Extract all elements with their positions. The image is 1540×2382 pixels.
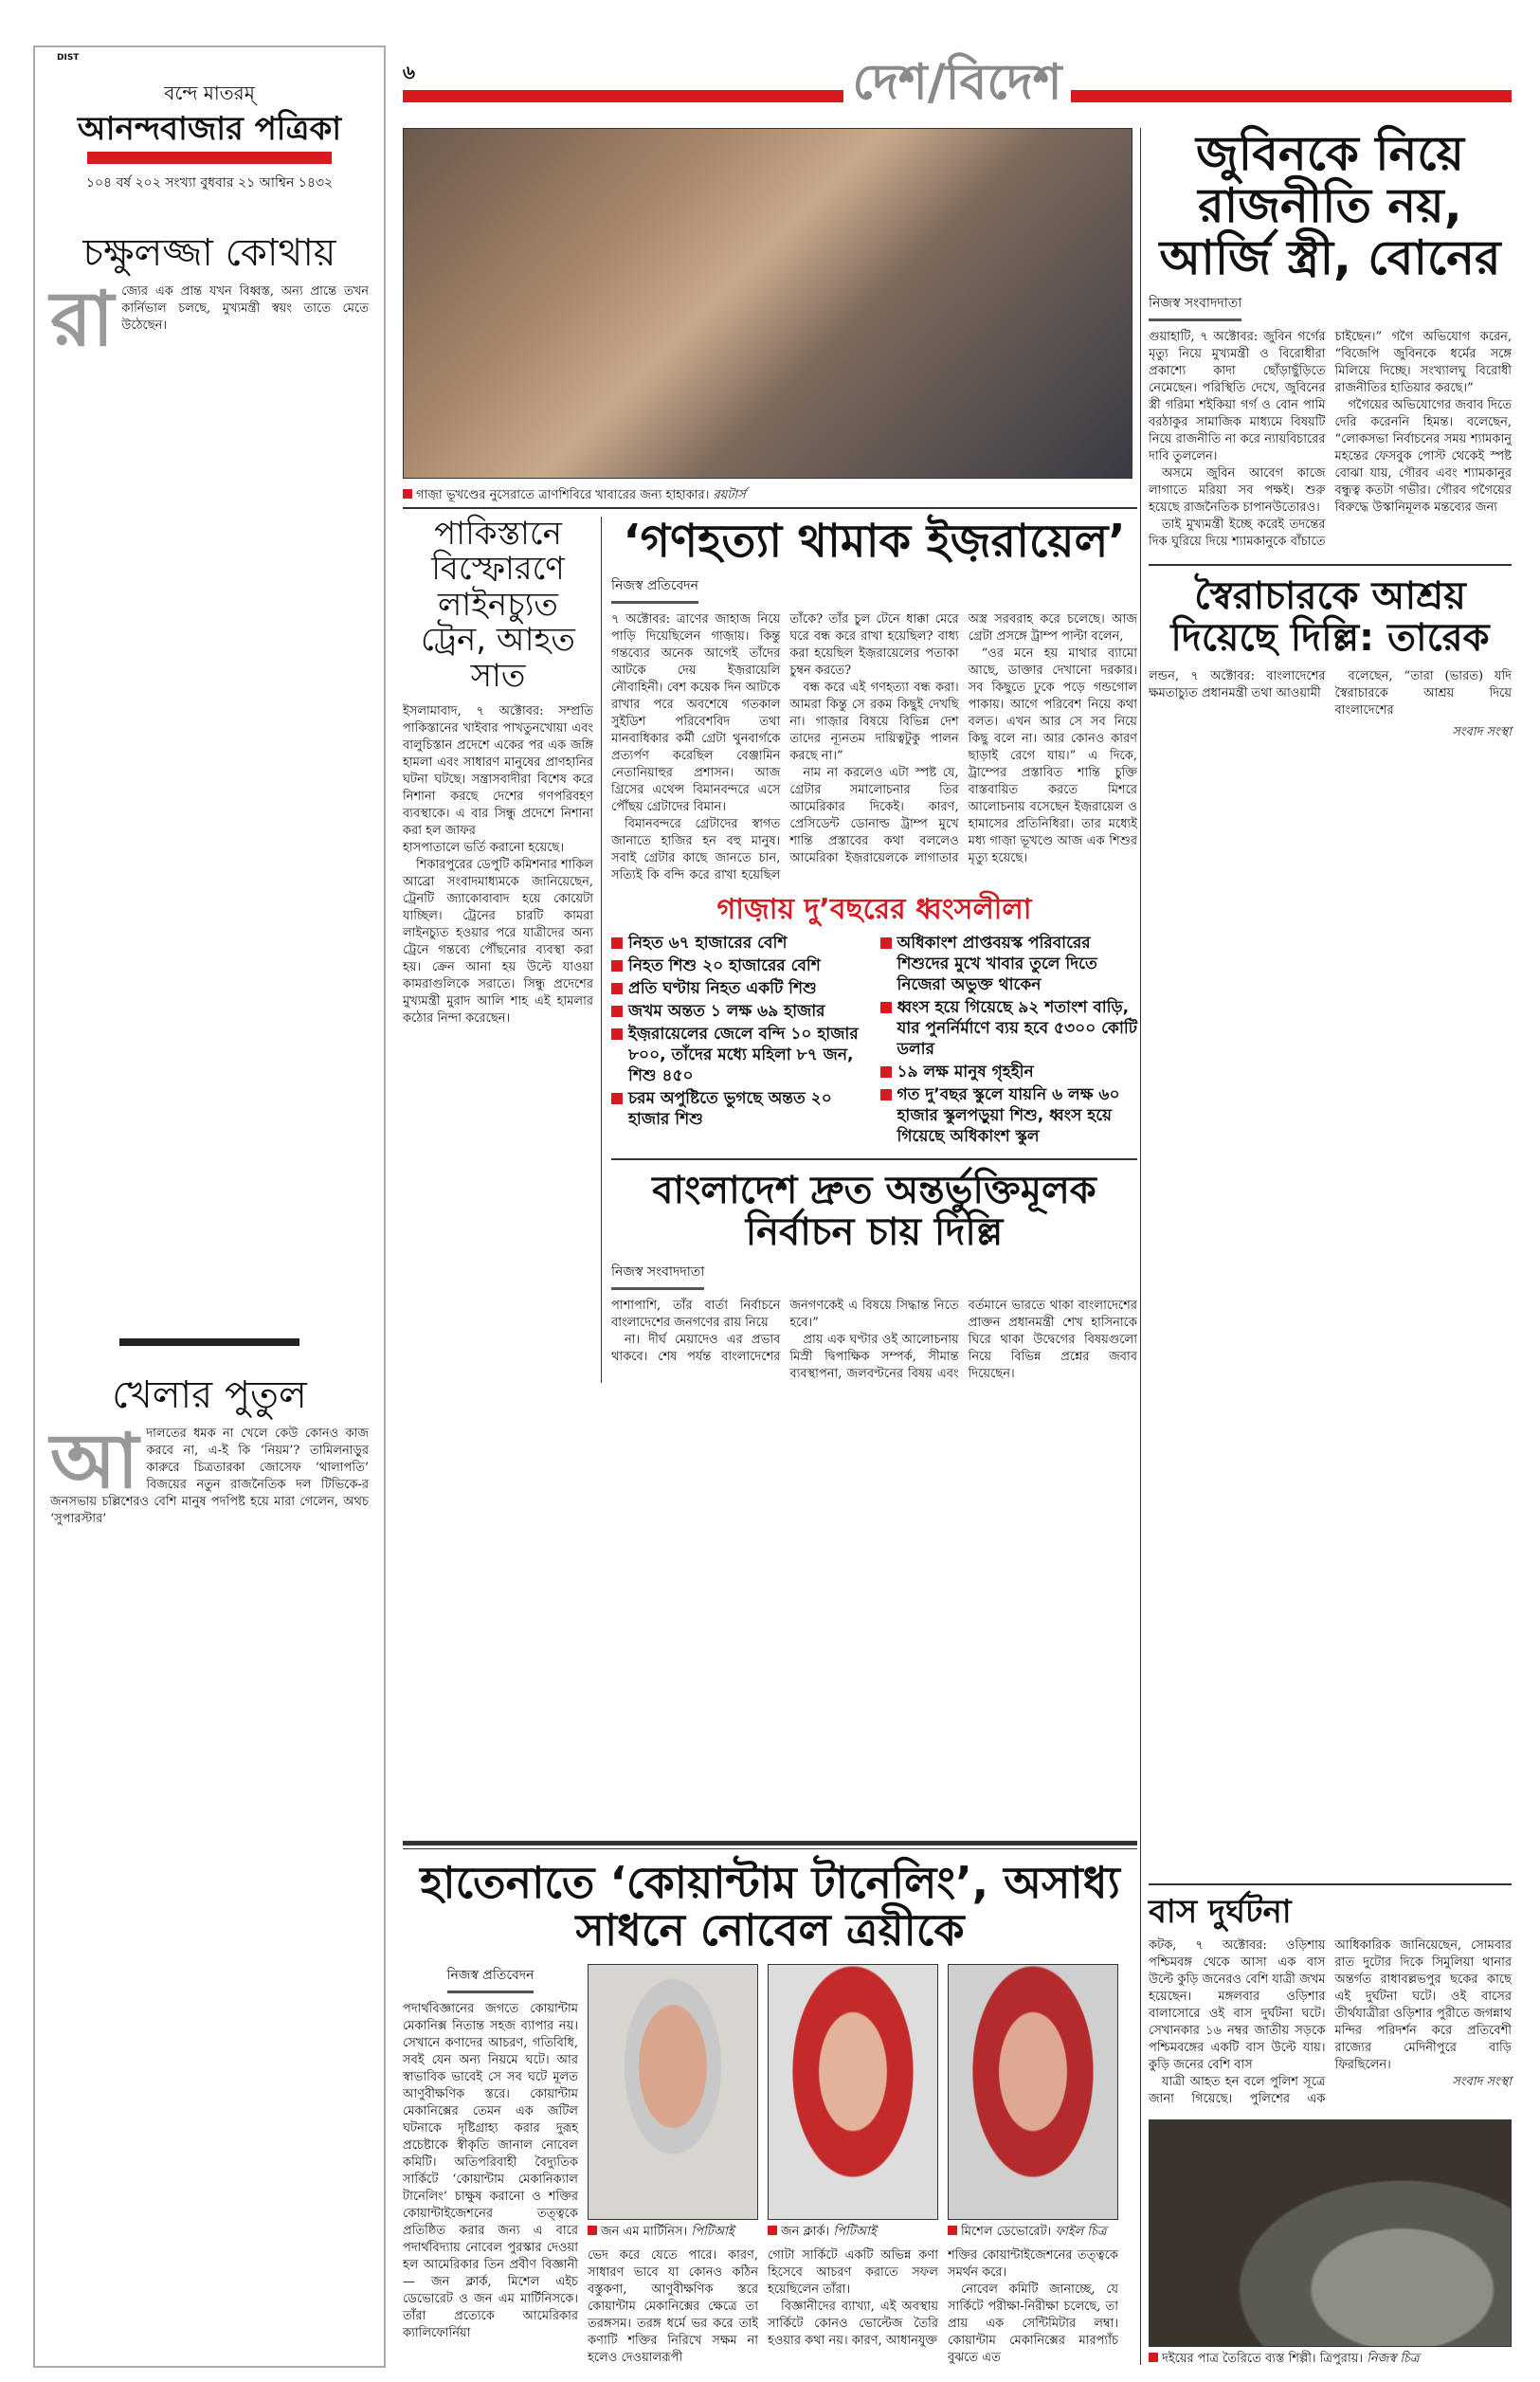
gaza-facts-right: [880, 933, 1138, 1149]
nobel-col3: [768, 1964, 938, 2367]
paragraph: নোবেল কমিটি জানাচ্ছে, যে সার্কিটে পরীক্ষা-নিরীক্ষা চলেছে, তা প্রায় এক সেন্টিমিটার লম্বা। কোয়ান্টাম মেকানিক্সের মারপ্যাঁচ বুঝতে এত: [948, 2282, 1118, 2365]
paragraph: পদার্থবিজ্ঞানের জগতে কোয়ান্টাম মেকানিক্স নিতান্ত সহজ ব্যাপার নয়। সেখানে কণাদের আচরণ, গতিবিধি, সবই যেন অন্য নিয়মে ঘটে। আর স্বাভাবিক ভাবেই সে সব ঘটে মূলত আণুবীক্ষণিক স্তরে। কোয়ান্টাম মেকানিক্সের তেমন এক জটিল ঘটনাকে দৃষ্টিগ্রাহ্য করার দুরূহ প্রচেষ্টাকে স্বীকৃতি জানাল নোবেল কমিটি। অতিপরিবাহী বৈদ্যুতিক সার্কিটে ‘কোয়ান্টাম মেকানিক্যাল টানেলিং’ চাক্ষুষ করানো ও শক্তির কোয়ান্টাইজেশনের তত্ত্বকে প্রতিষ্ঠিত করার জন্য এ বারে পদার্থবিদ্যায় নোবেল পুরস্কার দেওয়া হল আমেরিকার তিন প্রবীণ বিজ্ঞানী— জন ক্লার্ক, মিশেল এইচ ডেভোরেট ও জন এম মার্টিনিসকে। তাঁরা প্রত্যেকে আমেরিকার ক্যালিফোর্নিয়া: [403, 2002, 578, 2340]
right-region: [1149, 128, 1512, 2367]
top-row: [403, 517, 1137, 1383]
pakistan-headline: পাকিস্তানে বিস্ফোরণে লাইনচ্যুত ট্রেন, আহত সাত: [421, 515, 575, 695]
gaza-headline: ‘গণহত্যা থামাক ইজ়রায়েল’: [623, 515, 1126, 568]
nobel-byline: [403, 1964, 578, 1993]
gaza-facts-left: [611, 933, 869, 1149]
nobel-article: [403, 1829, 1137, 2367]
paragraph: বলেছেন, “তারা (ভারত) যদি স্বৈরাচারকে আশ্রয় দিয়ে বাংলাদেশের: [1334, 669, 1512, 718]
news-agency-credit: সংবাদ সংস্থা: [1452, 2075, 1512, 2089]
tarek-body: [1149, 668, 1512, 719]
paragraph: গগৈয়ের অভিযোগের জবাব দিতে দেরি করেননি হিমন্ত। বলেছেন, “লোকসভা নির্বাচনের সময় শ্যামকানু মহন্তের ফেসবুক পোস্ট থেকেই স্পষ্ট বোঝা যায়, গৌরব এবং শ্যামকানুর বন্ধুত্ব কতটা গভীর। গৌরব গগৈয়ের বিরুদ্ধে উস্কানিমূলক মন্তব্যের জন্য: [1334, 398, 1512, 515]
byline: নিজস্ব সংবাদদাতা: [1149, 292, 1241, 321]
tarek-headline: স্বৈরাচারকে আশ্রয় দিয়েছে দিল্লি: তারেক: [1170, 574, 1490, 660]
bangladesh-body: [611, 1298, 1137, 1383]
fact-item: প্রতি ঘণ্টায় নিহত একটি শিশু: [611, 978, 869, 999]
divider: [403, 1848, 1137, 1849]
photo-caption: [403, 487, 1132, 503]
paragraph: লন্ডন, ৭ অক্টোবর: বাংলাদেশের ক্ষমতাচ্যুত প্রধানমন্ত্রী তথা আওয়ামী: [1149, 669, 1326, 700]
gaza-body: [611, 611, 1137, 884]
editorial-2: [43, 1338, 376, 1528]
fact-item: জখম অন্তত ১ লক্ষ ৬৯ হাজার: [611, 1001, 869, 1022]
page-number: ৬: [403, 61, 416, 83]
divider: [403, 1841, 1137, 1846]
photo-credit: রয়টার্স: [713, 488, 746, 502]
paragraph: নাম না করলেও এটা স্পষ্ট যে, গ্রেটার সমালোচনার তির আমেরিকার দিকেই। কারণ, প্রেসিডেন্ট ডোনাল্ড ট্রাম্প মুখে শান্তি প্রস্তাবের কথা বললেও আমেরিকা ইজ়রায়েলকে লাগাতার অস্ত্র সরবরাহ করে চলেছে। আজ গ্রেটা প্রসঙ্গে ট্রাম্প পাল্টা বলেন,: [789, 611, 1137, 865]
gaza-relief-photo: [403, 128, 1132, 479]
nobel-headline: হাতেনাতে ‘কোয়ান্টাম টানেলিং’, অসাধ্য সাধনে নোবেল ত্রয়ীকে: [420, 1856, 1120, 1956]
fact-item: ইজ়রায়েলের জেলে বন্দি ১০ হাজার ৮০০, তাঁদের মধ্যে মহিলা ৮৭ জন, শিশু ৪৫০: [611, 1024, 869, 1086]
caption-text: জন এম মার্টিনিস।: [601, 2225, 688, 2239]
gaza-facts: [611, 933, 1137, 1149]
photo-caption: [948, 2224, 1118, 2240]
editorial-title: চক্ষুলজ্জা কোথায়: [82, 231, 336, 276]
paragraph: বিমানবন্দরে গ্রেটাদের স্বাগত জানাতে হাজির হন বহু মানুষ। সবাই গ্রেটার কাছে জানতে চান, সত্যিই কি বন্দি করে রাখা হয়েছিল তাঁকে? তাঁর চুল টেনে ধাক্কা মেরে ঘরে বন্ধ করে রাখা হয়েছিল? বাধ্য করা হয়েছিল ইজ়রায়েলের পতাকা চুম্বন করতে?: [611, 611, 959, 882]
masthead-dateline: ১০৪ বর্ষ ২০২ সংখ্যা বুধবার ২১ আশ্বিন ১৪৩২: [85, 175, 334, 191]
devoret-photo: [948, 1964, 1118, 2220]
fact-item: ধ্বংস হয়ে গিয়েছে ৯২ শতাংশ বাড়ি, যার পুনর্নির্মাণে ব্যয় হবে ৫৩০০ কোটি ডলার: [880, 997, 1138, 1060]
masthead: [43, 53, 376, 364]
paragraph: যাত্রী আহত হন বলে পুলিশ সূত্রে জানা গিয়েছে। পুলিশের এক আধিকারিক জানিয়েছেন, সোমবার রাত দুটোর দিকে সিমুলিয়া থানার অন্তর্গত রাধাবল্লভপুর ছকের কাছে এই দুর্ঘটনা ঘটে। ওই বাসের তীর্থযাত্রীরা ওড়িশার পুরীতে জগন্নাথ মন্দির পরিদর্শন করে প্রতিবেশী রাজ্যের মেদিনীপুরে বাড়ি ফিরছিলেন।: [1149, 1938, 1512, 2106]
photo-caption: [588, 2224, 758, 2240]
editorial-paragraph: দালতের ধমক না খেলে কেউ কোনও কাজ করবে না, এ-ই কি ‘নিয়ম’? তামিলনাড়ুর কারুরে চিত্রতারকা জোসেফ ‘থালাপতি’ বিজয়ের নতুন রাজনৈতিক দল টিভিকে-র জনসভায় চল্লিশেরও বেশি মানুষ পদপিষ্ট হয়ে মারা গেলেন, অথচ ‘সুপারস্টার’: [50, 1427, 369, 1526]
fact-item: ১৯ লক্ষ মানুষ গৃহহীন: [880, 1062, 1138, 1082]
drop-cap: আ: [50, 1416, 139, 1505]
nobel-col4: [948, 1964, 1118, 2367]
byline: নিজস্ব প্রতিবেদন: [611, 574, 698, 604]
editorial-body: [50, 1416, 369, 1528]
photo-credit: পিটিআই: [691, 2225, 734, 2239]
masthead-motto: বন্দে মাতরম্: [164, 82, 255, 104]
paragraph: শিকারপুরের ডেপুটি কমিশনার শাকিল আব্রো সংবাদমাধ্যমকে জানিয়েছেন, ট্রেনটি জ্যাকোবাবাদ হয়ে কোয়েটা যাচ্ছিল। ট্রেনের চারটি কামরা লাইনচ্যুত হওয়ার পরে যাত্রীদের অন্য ট্রেনে গন্তব্যে পৌঁছনোর ব্যবস্থা করা হয়। ক্রেন আনা হয় উল্টে যাওয়া কামরাগুলিকে সরাতে। সিন্ধু প্রদেশের মুখ্যমন্ত্রী মুরাদ আলি শাহ এই হামলার কঠোর নিন্দা করেছেন।: [403, 857, 594, 1026]
caption-text: গাজ়া ভূখণ্ডের নুসেরাতে ত্রাণশিবিরে খাবারের জন্য হাহাকার।: [416, 488, 710, 502]
masthead-red-bar: [87, 152, 332, 164]
photo-caption: [1149, 2351, 1512, 2367]
editorial-body: [50, 274, 369, 364]
drop-cap: রা: [50, 274, 115, 364]
divider: [611, 1158, 1137, 1160]
paragraph: বিজ্ঞানীদের ব্যাখ্যা, এই অবস্থায় সার্কিটে কোনও ভোল্টেজ তৈরি হওয়ার কথা নয়। কারণ, আধানযুক্ত: [768, 2300, 938, 2348]
masthead-logo: আনন্দবাজার পত্রিকা: [77, 110, 342, 148]
paragraph: ভেদ করে যেতে পারে। কারণ, সাধারণ ভাবে যা কোনও কঠিন বস্তুকণা, আণুবীক্ষণিক স্তরে কোয়ান্টাম মেকানিক্সের ক্ষেত্রে তা তরঙ্গসম। তরঙ্গ ধর্মে ভর করে তাই কণাটি শক্তির নিরিখে সক্ষম না হলেও দেওয়ালরূপী: [588, 2248, 758, 2365]
photo-credit: পিটিআই: [833, 2225, 877, 2239]
fact-item: গত দু’বছর স্কুলে যায়নি ৬ লক্ষ ৬০ হাজার স্কুলপড়ুয়া শিশু, ধ্বংস হয়ে গিয়েছে অধিকাংশ স্কুল: [880, 1084, 1138, 1147]
zubin-body: [1149, 329, 1512, 551]
nobel-col2: [588, 1964, 758, 2367]
bus-and-photo: [1149, 1872, 1512, 2367]
paragraph: না। দীর্ঘ মেয়াদেও এর প্রভাব থাকবে। শেষ পর্যন্ত বাংলাদেশের জনগণকেই এ বিষয়ে সিদ্ধান্ত নিতে হবে।”: [611, 1298, 959, 1364]
gaza-bangladesh-block: [602, 517, 1137, 1383]
bangladesh-headline: বাংলাদেশ দ্রুত অন্তর্ভুক্তিমূলক নির্বাচন চায় দিল্লি: [652, 1168, 1096, 1254]
bus-body: [1149, 1937, 1512, 2108]
dist-label: DIST: [57, 53, 80, 63]
column-rule: [1140, 128, 1141, 2365]
divider: [403, 507, 1137, 509]
paragraph: শক্তির কোয়ান্টাইজেশনের তত্ত্বকে সমর্থন করে।: [948, 2248, 1118, 2280]
nobel-col1: [403, 1964, 578, 2367]
editorial-divider: [119, 1338, 299, 1346]
fact-item: নিহত শিশু ২০ হাজারের বেশি: [611, 955, 869, 976]
paragraph: ৭ অক্টোবর: ত্রাণের জাহাজ নিয়ে পাড়ি দিয়েছিলেন গাজ়ায়। কিন্তু গন্তব্যের অনেক আগেই তাঁদের আটকে দেয় ইজ়রায়েলি নৌবাহিনী। বেশ কয়েক দিন আটকে রাখার পরে অবশেষে গতকাল সুইডিশ পরিবেশবিদ তথা মানবাধিকার কর্মী গ্রেটা থুনবার্গকে প্রত্যর্পণ করেছিল বেঞ্জামিন নেতানিয়াহুর প্রশাসন। আজ গ্রিসের এথেন্স বিমানবন্দরে এসে পৌঁছয় গ্রেটাদের বিমান।: [611, 611, 781, 814]
byline: নিজস্ব সংবাদদাতা: [611, 1261, 704, 1290]
paragraph: বন্ধ করে এই গণহত্যা বন্ধ করা। আমরা কিন্তু সে রকম কিছুই দেখছি না। গাজ়ার বিষয়ে বিভিন্ন দেশ তাদের ন্যূনতম দায়িত্বটুকু পালন করছে না।”: [789, 680, 959, 763]
caption-text: মিশেল ডেভোরেট।: [961, 2225, 1052, 2239]
paragraph: কটক, ৭ অক্টোবর: ওড়িশায় পশ্চিমবঙ্গ থেকে আসা এক বাস উল্টে কুড়ি জনেরও বেশি যাত্রী জখম হয়েছেন। মঙ্গলবার ওড়িশার বালাসোরে ওই বাস দুর্ঘটনা ঘটে। সেখানকার ১৬ নম্বর জাতীয় সড়কে পশ্চিমবঙ্গের একটি বাস উল্টে যায়। কুড়ি জনের বেশি বাস: [1149, 1938, 1326, 2072]
pottery-photo: [1149, 2119, 1512, 2347]
paragraph: গুয়াহাটি, ৭ অক্টোবর: জুবিন গর্গের মৃত্যু নিয়ে মুখ্যমন্ত্রী ও বিরোধীরা প্রকাশ্যে কাদা ছোঁড়াছুঁড়িতে নেমেছেন। পরিস্থিতি দেখে, জুবিনের স্ত্রী গরিমা শইকিয়া গর্গ ও বোন পামি বরঠাকুর সামাজিক মাধ্যমে বিষয়টি নিয়ে রাজনীতি না করে ন্যায়বিচারের দাবি তুললেন।: [1149, 330, 1326, 464]
martinis-photo: [588, 1964, 758, 2220]
paragraph: তাই মুখ্যমন্ত্রী ইচ্ছে করেই তদন্তের দিক ঘুরিয়ে দিয়ে শ্যামকানুকে বাঁচাতে চাইছেন।” গগৈ অভিযোগ করেন, “বিজেপি জুবিনকে ধর্মের সঙ্গে মিলিয়ে দিচ্ছে। সংখ্যালঘু বিরোধী রাজনীতির হাতিয়ার করছে।”: [1149, 330, 1512, 549]
caption-text: জন ক্লার্ক।: [781, 2225, 830, 2239]
clarke-photo: [768, 1964, 938, 2220]
nobel-grid: [403, 1964, 1137, 2367]
paragraph: ইসলামাবাদ, ৭ অক্টোবর: সম্প্রতি পাকিস্তানের খাইবার পাখতুনখোয়া এবং বালুচিস্তান প্রদেশে একের পর এক জঙ্গি হামলা এবং সাধারণ মানুষের প্রাণহানির ঘটনা ঘটছে। সন্ত্রাসবাদীরা বিশেষ করে নিশানা করছে দেশের গণপরিবহণ ব্যবস্থাকে। এ বার সিন্ধু প্রদেশে নিশানা করা হল জাফর: [403, 703, 593, 838]
photo-caption: [768, 2224, 938, 2240]
zubin-byline: [1149, 292, 1512, 321]
divider: [1149, 564, 1512, 566]
paragraph: হাসপাতালে ভর্তি করানো হয়েছে।: [403, 840, 565, 855]
zubin-headline: জুবিনকে নিয়ে রাজনীতি নয়, আর্জি স্ত্রী, বোনের: [1159, 126, 1501, 285]
pakistan-body: [403, 703, 593, 1027]
photo-credit: নিজস্ব চিত্র: [1367, 2352, 1420, 2366]
paragraph: গোটা সার্কিটে একটি অভিন্ন কণা হিসেবে আচরণ করাতে সফল হয়েছিলেন তাঁরা।: [768, 2248, 938, 2297]
fact-item: নিহত ৬৭ হাজারের বেশি: [611, 933, 869, 954]
paragraph: পাশাপাশি, তাঁর বার্তা নির্বাচনে বাংলাদেশের জনগণের রায় নিয়ে: [611, 1298, 781, 1330]
bus-headline: বাস দুর্ঘটনা: [1149, 1892, 1292, 1931]
paragraph: “ওর মনে হয় মাথার ব্যামো আছে, ডাক্তার দেখানো দরকার। সব কিছুতে ঢুকে পড়ে গন্ডগোল পাকায়। আগে পরিবেশ নিয়ে কথা বলত। এখন আর সে সব নিয়ে কিছু বলে না। আর কোনও কারণ ছাড়াই রেগে যায়।” এ দিকে, ট্রাম্পের প্রস্তাবিত শান্তি চুক্তি বাস্তবায়িত করতে মিশরে আলোচনায় বসেছেন ইজ়রায়েল ও হামাসের প্রতিনিধিরা। তার মধ্যেই মধ্য গাজ়া ভূখণ্ডে আজ এক শিশুর মৃত্যু হয়েছে।: [968, 646, 1137, 865]
paragraph: প্রায় এক ঘণ্টার ওই আলোচনায় মিস্রী দ্বিপাক্ষিক সম্পর্ক, সীমান্ত ব্যবস্থাপনা, জলবণ্টনের বিষয় এবং বর্তমানে ভারতে থাকা বাংলাদেশের প্রাক্তন প্রধানমন্ত্রী শেখ হাসিনাকে ঘিরে থাকা উদ্বেগের বিষয়গুলো নিয়ে বিভিন্ন প্রশ্নের জবাব দিয়েছেন।: [789, 1298, 1137, 1381]
byline: নিজস্ব প্রতিবেদন: [447, 1964, 534, 1993]
fact-item: অধিকাংশ প্রাপ্তবয়স্ক পরিবারের শিশুদের মুখে খাবার তুলে দিতে নিজেরা অভুক্ত থাকেন: [880, 933, 1138, 995]
paragraph: অসমে জুবিন আবেগ কাজে লাগাতে মরিয়া সব পক্ষই। শুরু হয়েছে রাজনৈতিক চাপানউতোরও।: [1149, 466, 1326, 515]
fact-item: চরম অপুষ্টিতে ভুগছে অন্তত ২০ হাজার শিশু: [611, 1088, 869, 1130]
editorial-column: [33, 45, 386, 2368]
caption-text: দইয়ের পাত্র তৈরিতে ব্যস্ত শিল্পী। ত্রিপুরায়।: [1162, 2352, 1364, 2366]
section-title: দেশ/বিদেশ: [843, 49, 1072, 116]
tarek-credit: সংবাদ সংস্থা: [1452, 725, 1512, 739]
gaza-box-title: গাজ়ায় দু’বছরের ধ্বংসলীলা: [716, 892, 1032, 926]
editorial-paragraph: জ্যের এক প্রান্ত যখন বিধ্বস্ত, অন্য প্রান্তে তখন কার্নিভাল চলছে, মুখ্যমন্ত্রী স্বয়ং তাতে মেতে উঠেছেন।: [121, 284, 369, 334]
bangladesh-byline: [611, 1261, 1137, 1290]
middle-region: [403, 517, 1137, 2367]
section-title-wrap: [403, 49, 1512, 116]
pakistan-article: [403, 517, 602, 1383]
gaza-byline: [611, 574, 1137, 604]
divider: [1149, 1883, 1512, 1885]
photo-credit: ফাইল চিত্র: [1055, 2225, 1107, 2239]
editorial-title: খেলার পুতুল: [112, 1373, 307, 1417]
